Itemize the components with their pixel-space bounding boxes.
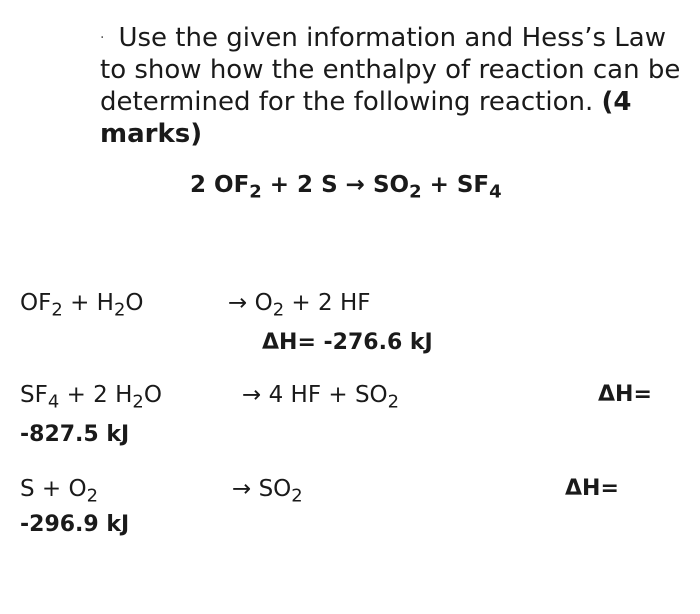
reaction-2-enthalpy-value: -827.5 kJ <box>20 422 130 447</box>
bullet-mark: · <box>100 30 105 46</box>
reaction-1-reactants: $OF_2 + H_2O$ <box>20 290 144 321</box>
question-marks: (4 marks) <box>100 87 632 149</box>
arrow: → <box>345 172 365 198</box>
reaction-3-enthalpy-label: ΔH= <box>565 476 619 501</box>
reaction-2-products: → 4 HF + $SO_2$ <box>242 382 400 413</box>
question-body: Use the given information and Hess’s Law to show how the enthalpy of reaction can be determined for the following reaction. <box>100 23 681 117</box>
reaction-2-reactants: $SF_4 + 2$ $H_2O$ <box>20 382 162 413</box>
reaction-1-products: → $O_2 + 2$ HF <box>228 290 371 321</box>
main-reaction: 2 $OF_2 + 2$ $S \to SO_2 + SF_4$ <box>190 172 502 203</box>
reaction-3-enthalpy-value: -296.9 kJ <box>20 512 130 537</box>
question-text <box>100 22 690 150</box>
reaction-3-products: → $SO_2$ <box>232 476 303 507</box>
reaction-2-enthalpy-label: ΔH= <box>598 382 652 407</box>
reaction-3-reactants: $S + O_2$ <box>20 476 99 507</box>
reaction-1-enthalpy: ΔH= -276.6 kJ <box>262 330 433 355</box>
